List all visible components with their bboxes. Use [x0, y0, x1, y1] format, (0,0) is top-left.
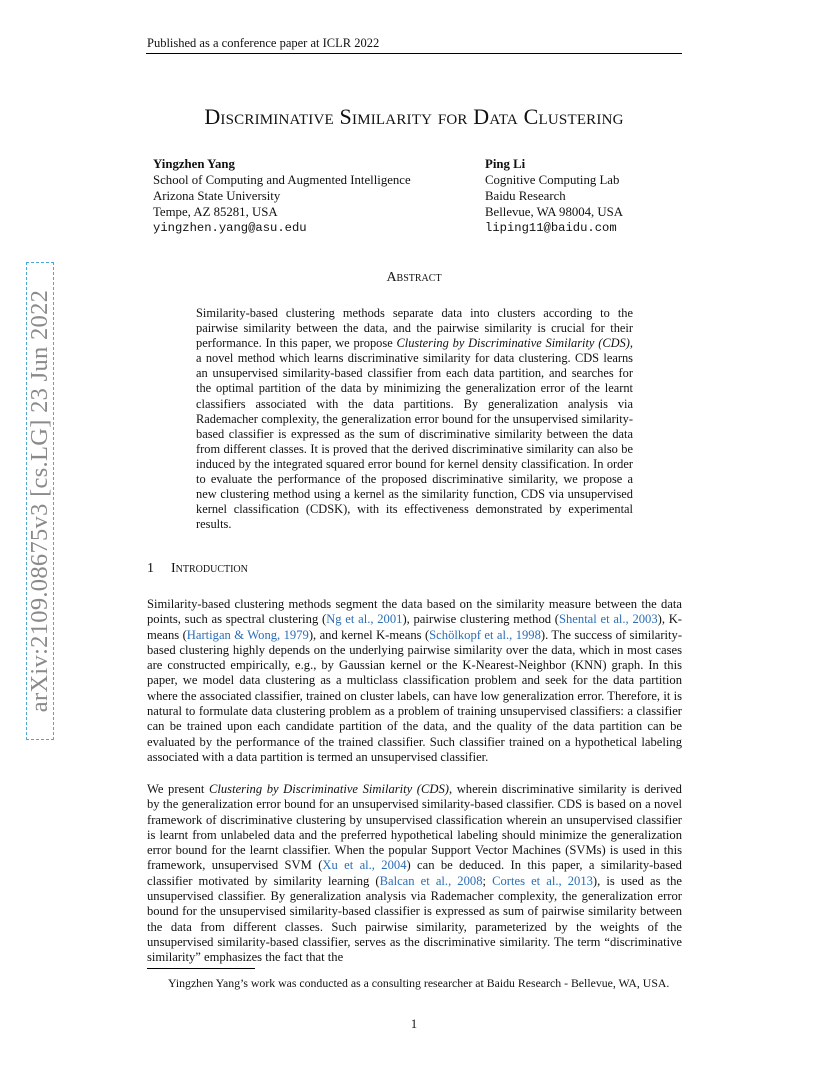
author-block-1	[153, 156, 411, 236]
author-affiliation-line: Baidu Research	[485, 189, 566, 203]
citation-link[interactable]: Shental et al., 2003	[559, 612, 658, 627]
paper-title: Discriminative Similarity for Data Clustering	[204, 104, 624, 129]
citation-link[interactable]: Cortes et al., 2013	[492, 873, 593, 888]
abstract-method-name: Clustering by Discriminative Similarity (CDS)	[396, 336, 630, 351]
paragraph-text: ), is used as the unsupervised classifier. By generalization analysis via Rademacher complexity, the generalization error bound for the unsupervised similarity-based classifier is expressed as sum of pairwise similarity between the data from different classes. Such pairwise similarity, parameterized by the weights of the unsupervised similarity-based classifier, serves as the discriminative similarity. The term “discriminative similarity” emphasizes the fact that the	[147, 873, 682, 965]
author-name: Ping Li	[485, 157, 526, 171]
abstract-text: , a novel method which learns discriminative similarity for data clustering. CDS learns an unsupervised similarity-based classifier from each data partition, and searches for the optimal partition of the data by minimizing the generalization error of the learnt classifiers associated with the data partitions. By generalization analysis via Rademacher complexity, the generalization error bound for the unsupervised similarity-based classifier is expressed as the sum of discriminative similarity between the data from different classes. It is proved that the derived discriminative similarity can also be induced by the integrated squared error bound for kernel density classification. In order to evaluate the performance of the proposed discriminative similarity, we propose a new clustering method using a kernel as the similarity function, CDS via unsupervised kernel classification (CDSK), with its effectiveness demonstrated by experimental results.	[196, 336, 633, 532]
abstract-body	[196, 306, 633, 532]
intro-paragraph-1	[147, 597, 682, 765]
paragraph-text: We present	[147, 782, 209, 796]
paragraph-text: ). The success of similarity-based clustering highly depends on the underlying pairwise similarity over the data, which in most cases are constructed empirically, e.g., by Gaussian kernel or the K-Nearest-Neighbor (KNN) graph. In this paper, we model data clustering as a multiclass classification problem and seek for the data partition where the associated classifier, trained on cluster labels, can have low generalization error. Therefore, it is natural to formulate data clustering problem as a problem of training unsupervised classifiers: a classifier can be trained upon each candidate partition of the data, and the quality of the data partition can be evaluated by the performance of the trained classifier. Such classifier trained on a hypothetical labeling associated with a data partition is termed an unsupervised classifier.	[147, 627, 683, 764]
arxiv-stamp[interactable]	[22, 262, 62, 740]
author-block-2	[485, 156, 623, 236]
author-email[interactable]: liping11@baidu.com	[485, 221, 617, 235]
paragraph-text: ), pairwise clustering method (	[402, 612, 559, 627]
author-affiliation-line: Arizona State University	[153, 189, 281, 203]
author-email[interactable]: yingzhen.yang@asu.edu	[153, 221, 307, 235]
citation-link[interactable]: Schölkopf et al., 1998	[429, 627, 541, 642]
method-name: Clustering by Discriminative Similarity (CDS)	[208, 782, 449, 796]
header-rule	[146, 53, 682, 54]
abstract-text: Similarity-based clustering methods separate data into clusters according to the pairwise similarity between the data, and the pairwise similarity is crucial for their performance. In this paper, we propose	[196, 306, 633, 351]
author-affiliation-line: Cognitive Computing Lab	[485, 173, 620, 187]
section-title: Introduction	[171, 561, 248, 576]
citation-link[interactable]: Balcan et al., 2008	[379, 873, 483, 888]
citation-link[interactable]: Hartigan & Wong, 1979	[186, 627, 309, 642]
citation-link[interactable]: Ng et al., 2001	[326, 612, 403, 627]
footnote-rule	[147, 968, 255, 969]
abstract-heading: Abstract	[386, 270, 442, 285]
running-header: Published as a conference paper at ICLR 2022	[147, 36, 380, 50]
paragraph-text: ), K-means (	[147, 612, 683, 642]
author-affiliation-line: Bellevue, WA 98004, USA	[485, 205, 624, 219]
footnote: Yingzhen Yang’s work was conducted as a consulting researcher at Baidu Research - Bellevue, WA, USA.	[168, 976, 670, 990]
citation-link[interactable]: Xu et al., 2004	[322, 858, 407, 873]
section-heading	[147, 561, 248, 577]
page-number: 1	[410, 1017, 418, 1031]
section-number: 1	[147, 561, 154, 576]
intro-paragraph-2	[147, 782, 682, 966]
arxiv-stamp-text: arXiv:2109.08675v3 [cs.LG] 23 Jun 2022	[26, 289, 53, 713]
author-affiliation-line: School of Computing and Augmented Intelligence	[153, 173, 411, 187]
paragraph-text: ;	[482, 873, 493, 888]
paragraph-text: ) can be deduced. In this paper, a similarity-based classifier motivated by similarity learning (	[147, 858, 682, 888]
paragraph-text: ), and kernel K-means (	[308, 627, 430, 642]
author-affiliation-line: Tempe, AZ 85281, USA	[153, 205, 278, 219]
paragraph-text: , wherein discriminative similarity is derived by the generalization error bound for an unsupervised similarity-based classifier. CDS is based on a novel framework of discriminative clustering by unsupervised classification wherein an unsupervised classifier is learnt from unlabeled data and the preferred hypothetical labeling should minimize the generalization error bound for the learnt classifier. When the popular Support Vector Machines (SVMs) is used in this framework, unsupervised SVM (	[147, 782, 682, 873]
paragraph-text: Similarity-based clustering methods segment the data based on the similarity measure between the data points, such as spectral clustering (	[147, 597, 682, 627]
author-name: Yingzhen Yang	[153, 157, 235, 171]
